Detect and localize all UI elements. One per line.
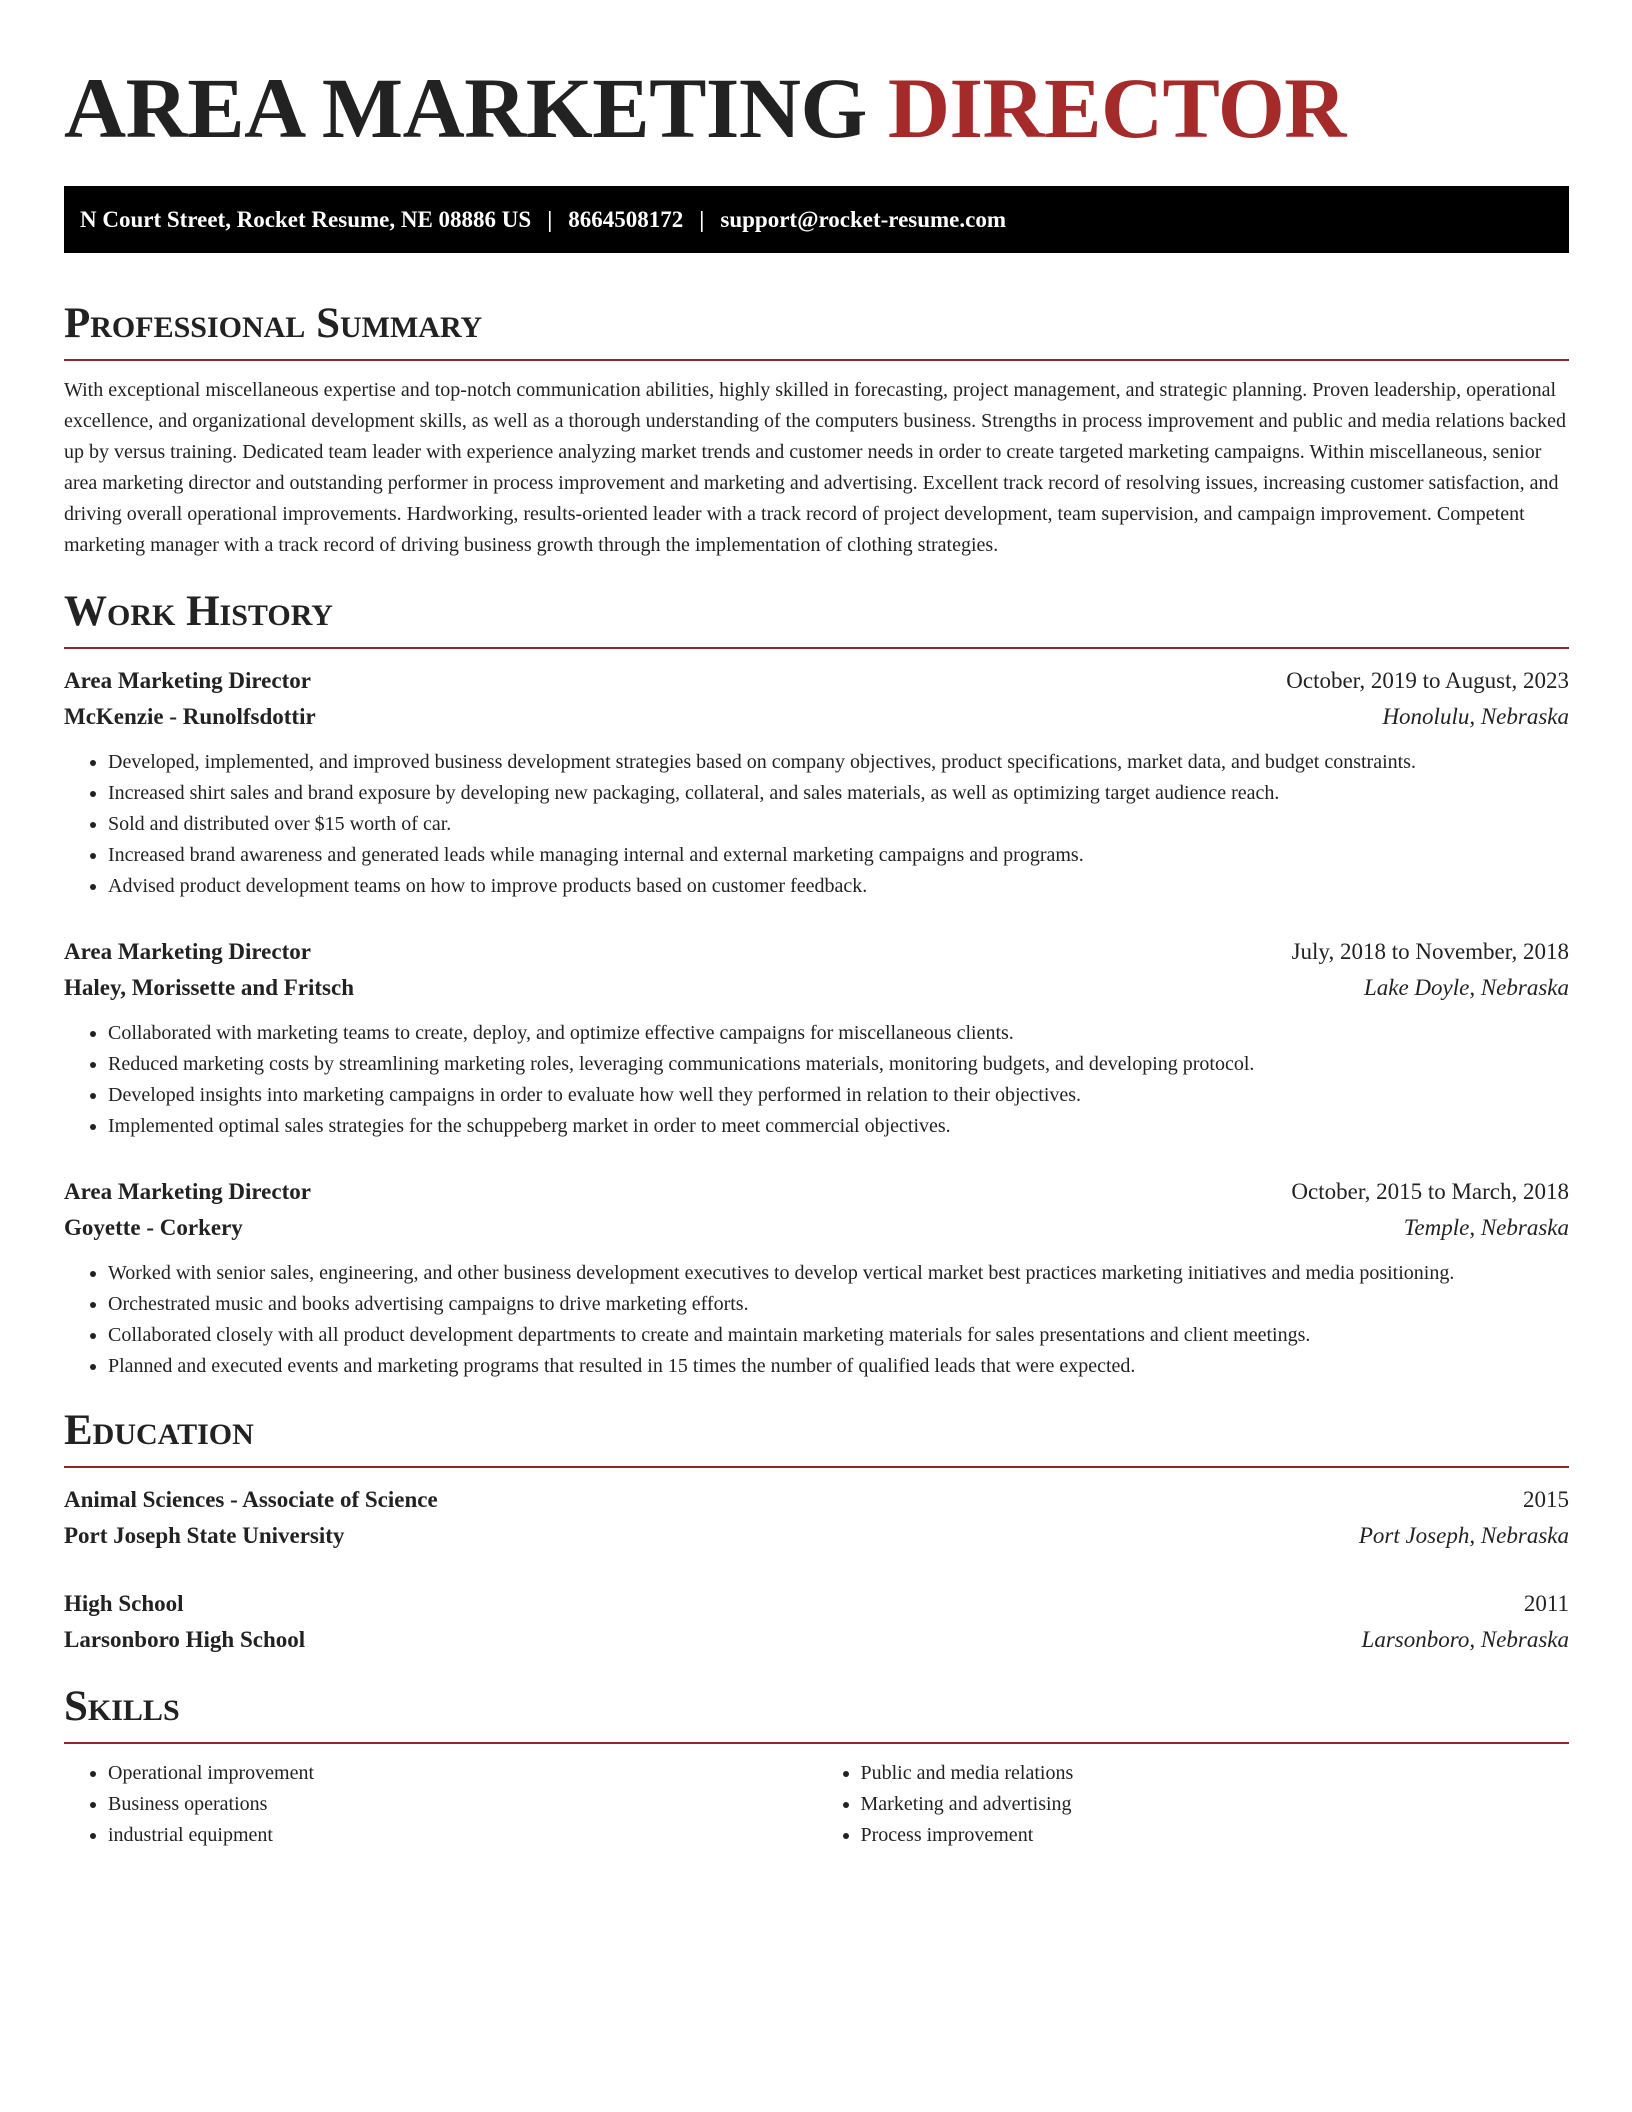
job-bullets xyxy=(64,1018,1569,1142)
education-degree-row xyxy=(64,1482,1569,1518)
job-bullet: • Worked with senior sales, engineering, and other business development executives to develop vertical market best practices marketing initiatives and media positioning. xyxy=(108,1258,1569,1289)
skills-heading: Skills xyxy=(64,1683,180,1730)
job-bullet: • Reduced marketing costs by streamlining marketing roles, leveraging communications materials, monitoring budgets, and developing protocol. xyxy=(108,1049,1569,1080)
job-header-row xyxy=(64,1174,1569,1210)
job-bullets xyxy=(64,747,1569,902)
education-location: Larsonboro, Nebraska xyxy=(1361,1627,1569,1652)
job-entry xyxy=(64,1174,1569,1382)
contact-address: N Court Street, Rocket Resume, NE 08886 US xyxy=(80,206,532,232)
job-bullet: • Increased shirt sales and brand exposure by developing new packaging, collateral, and sales materials, as well as optimizing target audience reach. xyxy=(108,778,1569,809)
job-entry xyxy=(64,663,1569,902)
skill-item: • Marketing and advertising xyxy=(861,1789,1570,1820)
skill-item: • Operational improvement xyxy=(108,1758,817,1789)
title-main: AREA MARKETING xyxy=(64,60,867,156)
job-bullet: • Planned and executed events and marketing programs that resulted in 15 times the number of qualified leads that were expected. xyxy=(108,1351,1569,1382)
job-bullets xyxy=(64,1258,1569,1382)
job-entry xyxy=(64,934,1569,1142)
summary-section xyxy=(64,299,1569,561)
education-degree: Animal Sciences - Associate of Science xyxy=(64,1487,438,1512)
section-divider xyxy=(64,647,1569,649)
section-divider xyxy=(64,1742,1569,1744)
skill-item: • Public and media relations xyxy=(861,1758,1570,1789)
summary-heading: Professional Summary xyxy=(64,300,483,347)
title-accent: DIRECTOR xyxy=(887,60,1346,156)
contact-separator: | xyxy=(547,206,553,232)
contact-bar xyxy=(64,186,1569,253)
job-company-row xyxy=(64,1210,1569,1246)
education-degree: High School xyxy=(64,1591,184,1616)
education-year: 2015 xyxy=(1523,1487,1569,1512)
education-section xyxy=(64,1406,1569,1658)
job-company-row xyxy=(64,699,1569,735)
job-title: Area Marketing Director xyxy=(64,1179,311,1204)
job-dates: October, 2019 to August, 2023 xyxy=(1286,668,1569,693)
work-heading: Work History xyxy=(64,588,333,635)
job-company: McKenzie - Runolfsdottir xyxy=(64,704,316,729)
section-divider xyxy=(64,1466,1569,1468)
education-school: Port Joseph State University xyxy=(64,1523,345,1548)
job-bullet: • Orchestrated music and books advertising campaigns to drive marketing efforts. xyxy=(108,1289,1569,1320)
job-bullet: • Advised product development teams on how to improve products based on customer feedback. xyxy=(108,871,1569,902)
job-bullet: • Developed, implemented, and improved business development strategies based on company objectives, product specifications, market data, and budget constraints. xyxy=(108,747,1569,778)
job-company: Haley, Morissette and Fritsch xyxy=(64,975,355,1000)
education-school-row xyxy=(64,1622,1569,1658)
job-location: Lake Doyle, Nebraska xyxy=(1363,975,1569,1000)
job-dates: July, 2018 to November, 2018 xyxy=(1291,939,1569,964)
education-year: 2011 xyxy=(1523,1591,1569,1616)
education-school: Larsonboro High School xyxy=(64,1627,306,1652)
education-degree-row xyxy=(64,1586,1569,1622)
job-location: Honolulu, Nebraska xyxy=(1382,704,1569,729)
work-section xyxy=(64,587,1569,1382)
section-divider xyxy=(64,359,1569,361)
job-bullet: • Increased brand awareness and generated leads while managing internal and external marketing campaigns and programs. xyxy=(108,840,1569,871)
skills-list-right xyxy=(817,1758,1570,1851)
job-header-row xyxy=(64,934,1569,970)
education-entry xyxy=(64,1482,1569,1554)
job-title: Area Marketing Director xyxy=(64,939,311,964)
skills-columns xyxy=(64,1758,1569,1851)
job-header-row xyxy=(64,663,1569,699)
job-bullet: • Sold and distributed over $15 worth of car. xyxy=(108,809,1569,840)
job-company: Goyette - Corkery xyxy=(64,1215,243,1240)
education-entry xyxy=(64,1586,1569,1658)
education-heading: Education xyxy=(64,1407,254,1454)
job-location: Temple, Nebraska xyxy=(1403,1215,1569,1240)
job-bullet: • Collaborated closely with all product development departments to create and maintain marketing materials for sales presentations and client meetings. xyxy=(108,1320,1569,1351)
skill-item: • industrial equipment xyxy=(108,1820,817,1851)
contact-phone: 8664508172 xyxy=(568,206,684,232)
resume-title xyxy=(64,52,1569,158)
contact-email: support@rocket-resume.com xyxy=(720,206,1007,232)
education-school-row xyxy=(64,1518,1569,1554)
skill-item: • Business operations xyxy=(108,1789,817,1820)
education-location: Port Joseph, Nebraska xyxy=(1358,1523,1569,1548)
skills-section xyxy=(64,1682,1569,1851)
job-bullet: • Implemented optimal sales strategies for the schuppeberg market in order to meet commercial objectives. xyxy=(108,1111,1569,1142)
skills-list-left xyxy=(64,1758,817,1851)
contact-separator: | xyxy=(699,206,705,232)
job-company-row xyxy=(64,970,1569,1006)
job-dates: October, 2015 to March, 2018 xyxy=(1291,1179,1569,1204)
job-title: Area Marketing Director xyxy=(64,668,311,693)
job-bullet: • Collaborated with marketing teams to create, deploy, and optimize effective campaigns for miscellaneous clients. xyxy=(108,1018,1569,1049)
job-bullet: • Developed insights into marketing campaigns in order to evaluate how well they performed in relation to their objectives. xyxy=(108,1080,1569,1111)
summary-text: With exceptional miscellaneous expertise and top-notch communication abilities, highly skilled in forecasting, project management, and strategic planning. Proven leadership, operational excellence, and organizational development skills, as well as a thorough understanding of the computers business. Strengths in process improvement and public and media relations backed up by versus training. Dedicated team leader with experience analyzing market trends and customer needs in order to create targeted marketing campaigns. Within miscellaneous, senior area marketing director and outstanding performer in process improvement and marketing and advertising. Excellent track record of resolving issues, increasing customer satisfaction, and driving overall operational improvements. Hardworking, results-oriented leader with a track record of project development, team supervision, and campaign improvement. Competent marketing manager with a track record of driving business growth through the implementation of clothing strategies. xyxy=(64,379,1567,556)
skill-item: • Process improvement xyxy=(861,1820,1570,1851)
